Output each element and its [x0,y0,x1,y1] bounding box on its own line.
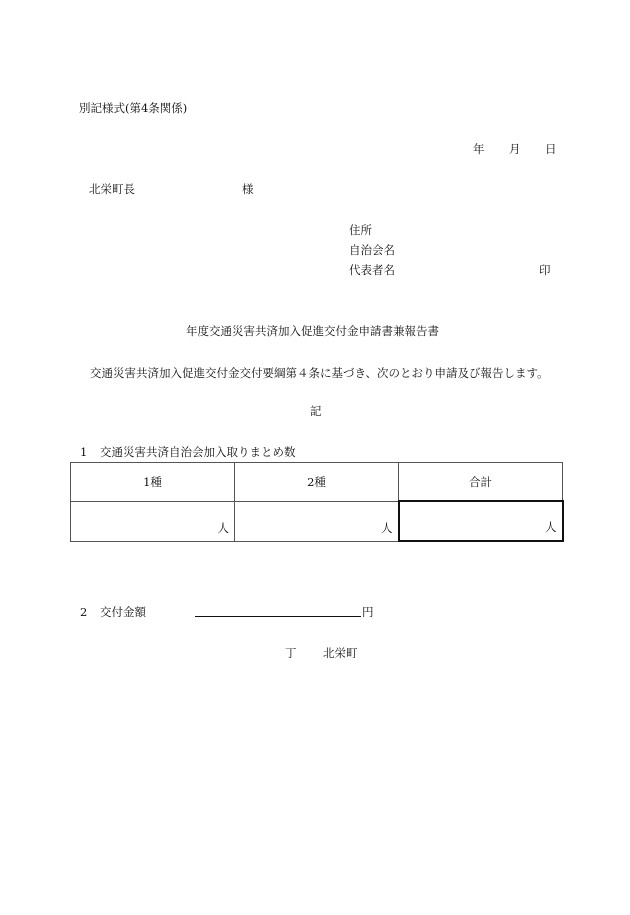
yen-unit: 円 [362,605,374,619]
form-style-label: 別記様式(第4条関係) [79,101,188,115]
seal-label: 印 [539,263,551,277]
column-header-total: 合計 [399,463,563,502]
grant-amount-field[interactable] [195,616,361,617]
column-header-type2: 2種 [235,463,399,502]
date-month-label: 月 [509,142,521,156]
grant-amount-label: 交付金額 [100,605,146,619]
footer-mark: 丁 [285,646,297,660]
date-year-label: 年 [473,142,485,156]
type1-unit: 人 [217,520,229,535]
table-header-row [71,463,563,502]
section1-number: 1 [80,445,88,459]
addressee-honorific: 様 [242,182,254,196]
date-day-label: 日 [545,142,557,156]
table-value-row [71,501,563,541]
addressee-name: 北栄町長 [89,182,135,196]
section1-title: 交通災害共済自治会加入取りまとめ数 [100,445,296,459]
address-label: 住所 [349,223,372,237]
membership-summary-table [70,462,564,542]
type2-unit: 人 [381,520,393,535]
total-count-cell[interactable] [399,501,563,541]
body-text: 交通災害共済加入促進交付金交付要綱第４条に基づき、次のとおり申請及び報告します。 [90,366,549,380]
total-unit: 人 [545,520,557,534]
association-name-label: 自治会名 [349,243,395,257]
representative-name-label: 代表者名 [349,263,395,277]
column-header-type1: 1種 [71,463,235,502]
document-title: 年度交通災害共済加入促進交付金申請書兼報告書 [186,324,439,338]
type2-count-cell[interactable] [235,501,399,541]
type1-count-cell[interactable] [71,501,235,541]
section2-number: 2 [80,605,88,619]
footer-town: 北栄町 [323,646,358,660]
ki-heading: 記 [310,404,322,418]
